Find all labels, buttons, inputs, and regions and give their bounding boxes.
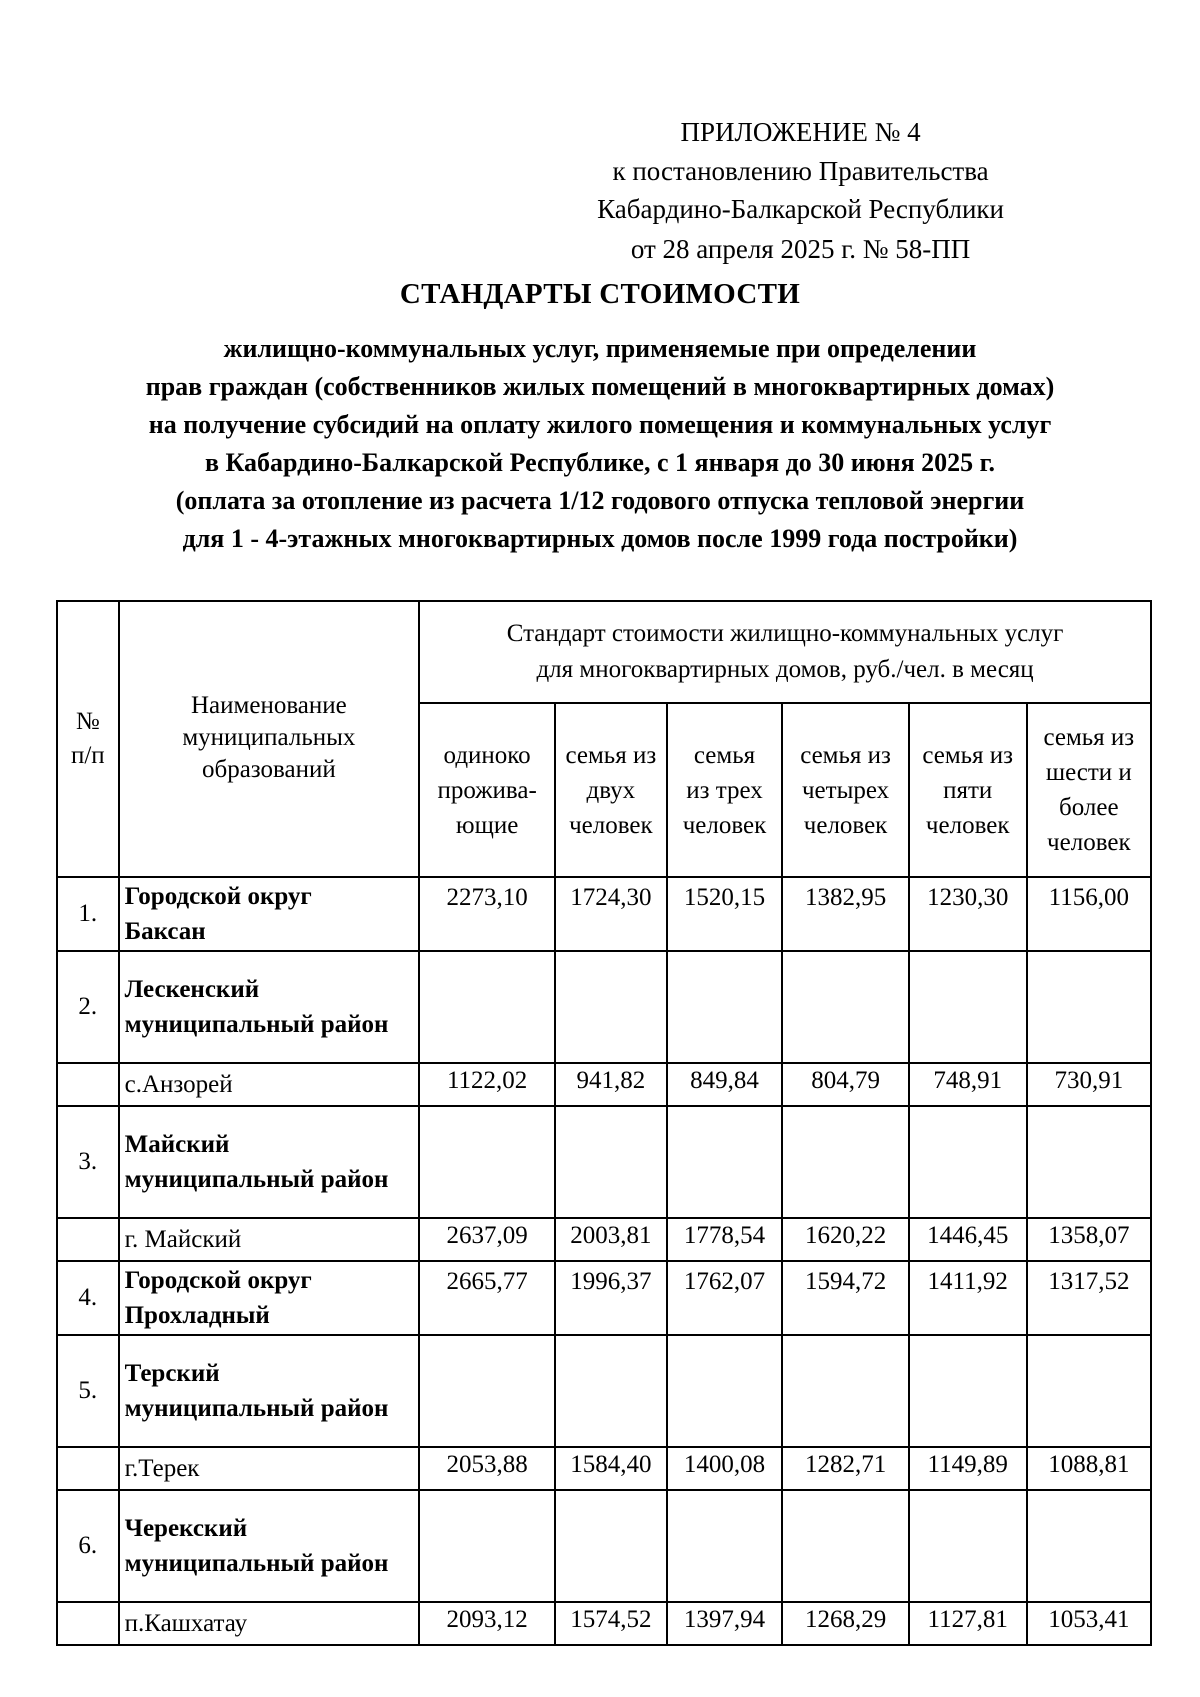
value-cell — [909, 951, 1027, 1063]
appendix-government: Кабардино-Балкарской Республики — [597, 194, 1004, 224]
value-cell: 1230,30 — [909, 877, 1027, 951]
row-number-cell: 3. — [57, 1106, 119, 1218]
municipality-name-cell — [119, 1490, 420, 1602]
subtitle-line: в Кабардино-Балкарской Республике, с 1 января до 30 июня 2025 г. — [204, 448, 996, 477]
value-cell: 1400,08 — [667, 1447, 783, 1490]
value-cell — [419, 1490, 555, 1602]
value-cell: 2053,88 — [419, 1447, 555, 1490]
table-row — [57, 1602, 1151, 1645]
municipality-name-line: Терский — [124, 1360, 220, 1387]
appendix-block — [597, 113, 1004, 268]
value-cell — [1027, 1490, 1151, 1602]
header-name-cell: Наименование муниципальных образований — [119, 601, 420, 877]
value-cell — [555, 1490, 667, 1602]
subtitle-line: на получение субсидий на оплату жилого помещения и коммунальных услуг — [148, 410, 1052, 439]
row-number-cell — [57, 1063, 119, 1106]
value-cell — [782, 1490, 908, 1602]
standards-table — [56, 600, 1152, 1646]
municipality-name-line: Баксан — [124, 918, 206, 945]
value-cell — [419, 1335, 555, 1447]
municipality-name-line: Лескенский — [124, 976, 260, 1003]
value-cell — [909, 1335, 1027, 1447]
municipality-name-line: п.Кашхатау — [124, 1610, 248, 1637]
value-cell: 2665,77 — [419, 1261, 555, 1335]
row-number-cell — [57, 1447, 119, 1490]
municipality-name-line: муниципальный район — [124, 1395, 389, 1422]
value-cell: 1122,02 — [419, 1063, 555, 1106]
municipality-name-cell — [119, 1106, 420, 1218]
value-cell: 941,82 — [555, 1063, 667, 1106]
document-subtitle — [60, 330, 1140, 558]
appendix-date: от 28 апреля 2025 г. № 58-ПП — [630, 234, 971, 264]
subtitle-line: (оплата за отопление из расчета 1/12 годового отпуска тепловой энергии — [175, 486, 1025, 515]
value-cell: 1268,29 — [782, 1602, 908, 1645]
row-number-cell: 4. — [57, 1261, 119, 1335]
value-cell — [909, 1490, 1027, 1602]
row-number-cell: 5. — [57, 1335, 119, 1447]
municipality-name-line: с.Анзорей — [124, 1071, 233, 1098]
value-cell — [419, 951, 555, 1063]
municipality-name-cell — [119, 1218, 420, 1261]
value-cell — [909, 1106, 1027, 1218]
municipality-name-line: муниципальный район — [124, 1166, 389, 1193]
header-col-two: семья из двух человек — [555, 703, 667, 877]
municipality-name-line: Черекский — [124, 1515, 248, 1542]
value-cell: 1724,30 — [555, 877, 667, 951]
header-col-three: семья из трех человек — [667, 703, 783, 877]
header-number-cell: № п/п — [57, 601, 119, 877]
document-title: СТАНДАРТЫ СТОИМОСТИ — [399, 278, 801, 310]
municipality-name-line: Городской округ — [124, 1267, 312, 1294]
value-cell: 2273,10 — [419, 877, 555, 951]
row-number-cell — [57, 1602, 119, 1645]
value-cell: 1282,71 — [782, 1447, 908, 1490]
municipality-name-cell — [119, 1447, 420, 1490]
subtitle-line: прав граждан (собственников жилых помещений в многоквартирных домах) — [145, 372, 1055, 401]
header-standard-cell: Стандарт стоимости жилищно-коммунальных услуг для многоквартирных домов, руб./чел. в месяц — [419, 601, 1151, 703]
municipality-name-cell — [119, 951, 420, 1063]
header-col-single: одиноко прожива- ющие — [419, 703, 555, 877]
municipality-name-line: муниципальный район — [124, 1550, 389, 1577]
value-cell — [667, 1335, 783, 1447]
value-cell: 1762,07 — [667, 1261, 783, 1335]
municipality-name-cell — [119, 877, 420, 951]
table-row — [57, 1106, 1151, 1218]
table-row — [57, 1335, 1151, 1447]
header-col-six: семья из шести и более человек — [1027, 703, 1151, 877]
subtitle-line: жилищно-коммунальных услуг, применяемые при определении — [223, 334, 977, 363]
value-cell: 2637,09 — [419, 1218, 555, 1261]
municipality-name-cell — [119, 1335, 420, 1447]
value-cell: 1996,37 — [555, 1261, 667, 1335]
value-cell: 849,84 — [667, 1063, 783, 1106]
subtitle-line: для 1 - 4-этажных многоквартирных домов после 1999 года постройки) — [182, 524, 1018, 553]
table-row — [57, 1447, 1151, 1490]
value-cell — [782, 1335, 908, 1447]
row-number-cell: 1. — [57, 877, 119, 951]
municipality-name-line: г. Майский — [124, 1226, 242, 1253]
value-cell: 1382,95 — [782, 877, 908, 951]
table-row — [57, 877, 1151, 951]
appendix-number: ПРИЛОЖЕНИЕ № 4 — [680, 117, 921, 147]
value-cell — [555, 1335, 667, 1447]
value-cell — [1027, 951, 1151, 1063]
value-cell — [667, 951, 783, 1063]
municipality-name-cell — [119, 1602, 420, 1645]
value-cell — [782, 951, 908, 1063]
value-cell — [667, 1490, 783, 1602]
value-cell: 1317,52 — [1027, 1261, 1151, 1335]
value-cell: 1574,52 — [555, 1602, 667, 1645]
value-cell: 1397,94 — [667, 1602, 783, 1645]
value-cell: 1411,92 — [909, 1261, 1027, 1335]
value-cell — [667, 1106, 783, 1218]
table-row — [57, 1261, 1151, 1335]
value-cell — [1027, 1106, 1151, 1218]
appendix-ref-line: к постановлению Правительства — [612, 156, 989, 186]
municipality-name-cell — [119, 1063, 420, 1106]
value-cell: 730,91 — [1027, 1063, 1151, 1106]
table-row — [57, 1218, 1151, 1261]
municipality-name-line: Майский — [124, 1131, 230, 1158]
value-cell: 1778,54 — [667, 1218, 783, 1261]
value-cell: 748,91 — [909, 1063, 1027, 1106]
value-cell — [419, 1106, 555, 1218]
value-cell: 1584,40 — [555, 1447, 667, 1490]
row-number-cell — [57, 1218, 119, 1261]
value-cell: 1053,41 — [1027, 1602, 1151, 1645]
row-number-cell: 2. — [57, 951, 119, 1063]
value-cell: 1127,81 — [909, 1602, 1027, 1645]
value-cell: 1594,72 — [782, 1261, 908, 1335]
municipality-name-cell — [119, 1261, 420, 1335]
municipality-name-line: г.Терек — [124, 1455, 200, 1482]
header-col-four: семья из четырех человек — [782, 703, 908, 877]
value-cell: 1156,00 — [1027, 877, 1151, 951]
table-row — [57, 951, 1151, 1063]
value-cell: 1446,45 — [909, 1218, 1027, 1261]
table-row — [57, 1063, 1151, 1106]
municipality-name-line: Городской округ — [124, 883, 312, 910]
value-cell — [1027, 1335, 1151, 1447]
municipality-name-line: муниципальный район — [124, 1011, 389, 1038]
value-cell: 804,79 — [782, 1063, 908, 1106]
value-cell: 1620,22 — [782, 1218, 908, 1261]
row-number-cell: 6. — [57, 1490, 119, 1602]
value-cell: 1088,81 — [1027, 1447, 1151, 1490]
header-col-five: семья из пяти человек — [909, 703, 1027, 877]
value-cell: 1520,15 — [667, 877, 783, 951]
table-row — [57, 1490, 1151, 1602]
value-cell: 1149,89 — [909, 1447, 1027, 1490]
value-cell — [555, 1106, 667, 1218]
municipality-name-line: Прохладный — [124, 1302, 270, 1329]
value-cell: 1358,07 — [1027, 1218, 1151, 1261]
value-cell: 2003,81 — [555, 1218, 667, 1261]
value-cell — [782, 1106, 908, 1218]
value-cell — [555, 951, 667, 1063]
value-cell: 2093,12 — [419, 1602, 555, 1645]
